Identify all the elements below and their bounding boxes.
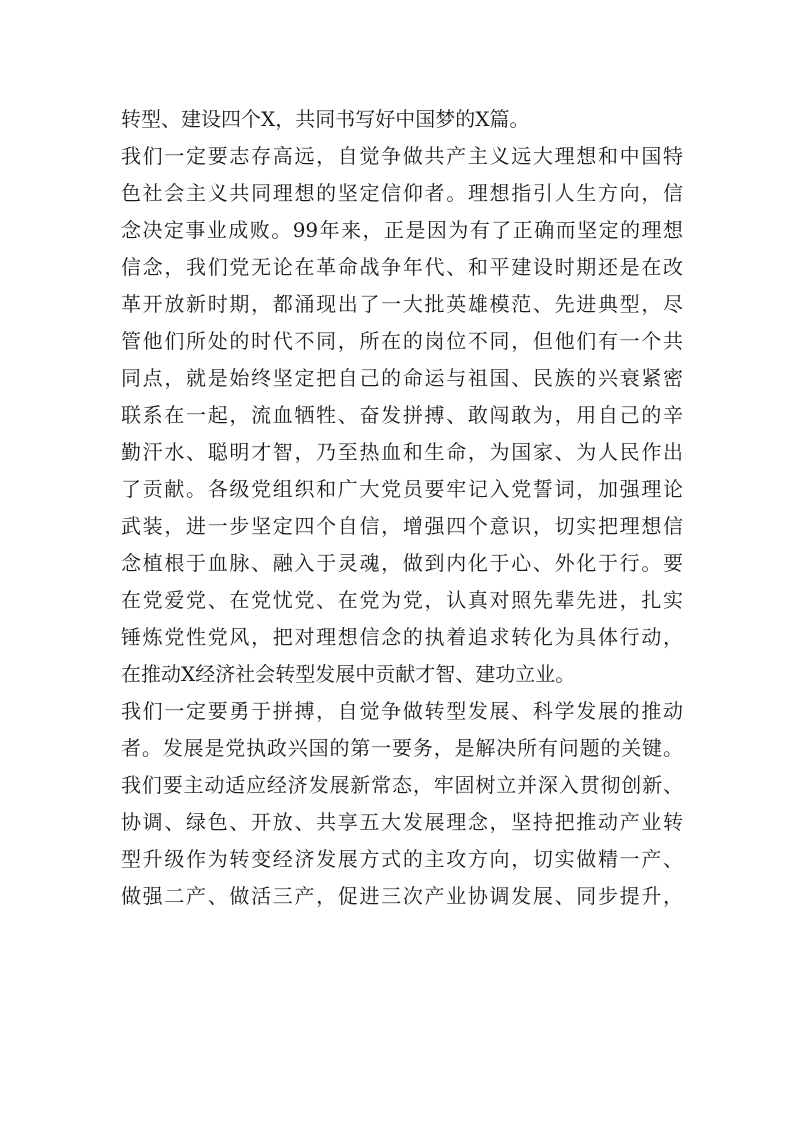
text-line: 我们一定要勇于拼搏，自觉争做转型发展、科学发展的推动 (121, 699, 683, 723)
text-line: 我们一定要志存高远，自觉争做共产主义远大理想和中国特 (121, 144, 683, 168)
text-line: 武装，进一步坚定四个自信，增强四个意识，切实把理想信 (121, 514, 683, 538)
text-line: 色社会主义共同理想的坚定信仰者。理想指引人生方向，信 (121, 181, 683, 205)
text-line: 型升级作为转变经济发展方式的主攻方向，切实做精一产、 (121, 847, 683, 871)
text-line: 同点，就是始终坚定把自己的命运与祖国、民族的兴衰紧密 (121, 366, 683, 390)
text-line: 我们要主动适应经济发展新常态，牢固树立并深入贯彻创新、 (121, 773, 683, 797)
text-line: 协调、绿色、开放、共享五大发展理念，坚持把推动产业转 (121, 810, 683, 834)
text-line: 管他们所处的时代不同，所在的岗位不同，但他们有一个共 (121, 329, 683, 353)
text-line: 在党爱党、在党忧党、在党为党，认真对照先辈先进，扎实 (121, 588, 683, 612)
text-line: 联系在一起，流血牺牲、奋发拼搏、敢闯敢为，用自己的辛 (121, 403, 683, 427)
text-line: 在推动X经济社会转型发展中贡献才智、建功立业。 (121, 662, 576, 686)
text-line: 转型、建设四个X，共同书写好中国梦的X篇。 (121, 107, 530, 131)
text-line: 信念，我们党无论在革命战争年代、和平建设时期还是在改 (121, 255, 683, 279)
text-line: 了贡献。各级党组织和广大党员要牢记入党誓词，加强理论 (121, 477, 683, 501)
text-line: 革开放新时期，都涌现出了一大批英雄模范、先进典型，尽 (121, 292, 683, 316)
text-line: 勤汗水、聪明才智，乃至热血和生命，为国家、为人民作出 (121, 440, 683, 464)
text-line: 锤炼党性党风，把对理想信念的执着追求转化为具体行动， (121, 625, 683, 649)
text-line: 做强二产、做活三产，促进三次产业协调发展、同步提升， (121, 884, 683, 908)
text-line: 念决定事业成败。99年来，正是因为有了正确而坚定的理想 (121, 218, 683, 242)
body-text (121, 101, 683, 915)
text-line: 者。发展是党执政兴国的第一要务，是解决所有问题的关键。 (121, 736, 683, 760)
text-line: 念植根于血脉、融入于灵魂，做到内化于心、外化于行。要 (121, 551, 683, 575)
